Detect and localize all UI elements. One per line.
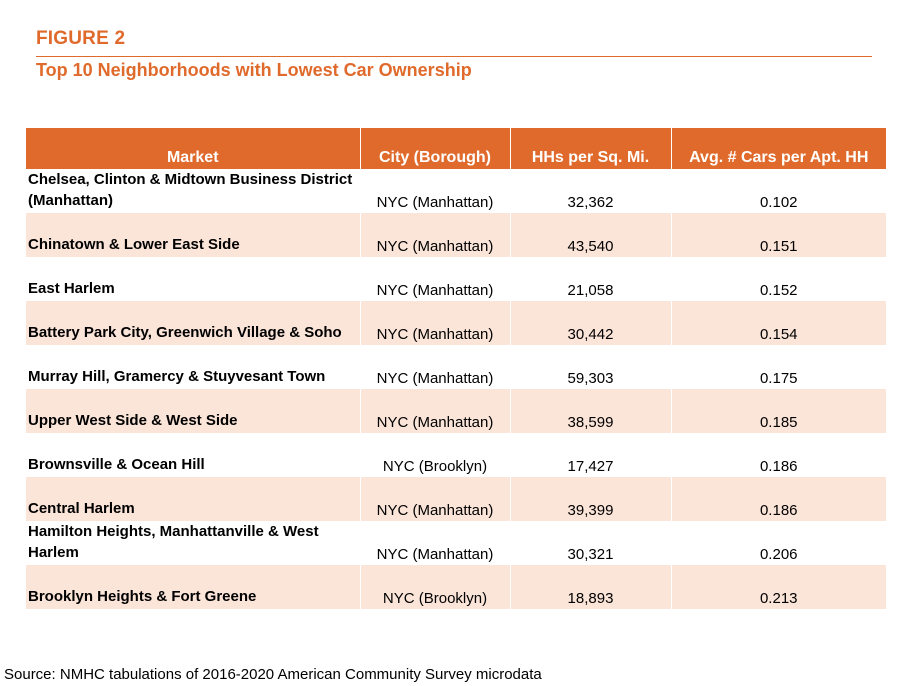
- cell-market: Central Harlem: [26, 477, 360, 521]
- cell-cars: 0.102: [671, 169, 886, 213]
- figure-label: FIGURE 2: [36, 28, 126, 49]
- cell-cars: 0.154: [671, 301, 886, 345]
- table-row: [26, 213, 886, 257]
- cell-market: Upper West Side & West Side: [26, 389, 360, 433]
- cell-city: NYC (Manhattan): [360, 389, 510, 433]
- cell-market: Murray Hill, Gramercy & Stuyvesant Town: [26, 345, 360, 389]
- cell-market: Hamilton Heights, Manhattanville & West Harlem: [26, 521, 360, 565]
- table-header-row: [26, 128, 886, 169]
- cell-hhs: 21,058: [510, 257, 671, 301]
- cell-hhs: 30,442: [510, 301, 671, 345]
- cell-city: NYC (Brooklyn): [360, 565, 510, 609]
- table-row: [26, 521, 886, 565]
- table-row: [26, 345, 886, 389]
- cell-hhs: 39,399: [510, 477, 671, 521]
- cell-city: NYC (Manhattan): [360, 213, 510, 257]
- header-avg-cars: Avg. # Cars per Apt. HH: [671, 128, 886, 169]
- neighborhood-table: [26, 128, 886, 609]
- cell-cars: 0.206: [671, 521, 886, 565]
- cell-cars: 0.175: [671, 345, 886, 389]
- cell-market: Brooklyn Heights & Fort Greene: [26, 565, 360, 609]
- table-row: [26, 257, 886, 301]
- cell-cars: 0.186: [671, 433, 886, 477]
- cell-city: NYC (Manhattan): [360, 521, 510, 565]
- cell-city: NYC (Manhattan): [360, 169, 510, 213]
- cell-city: NYC (Manhattan): [360, 345, 510, 389]
- cell-market: East Harlem: [26, 257, 360, 301]
- cell-market: Battery Park City, Greenwich Village & Soho: [26, 301, 360, 345]
- header-city: City (Borough): [360, 128, 510, 169]
- cell-hhs: 43,540: [510, 213, 671, 257]
- table-row: [26, 565, 886, 609]
- cell-hhs: 32,362: [510, 169, 671, 213]
- cell-city: NYC (Manhattan): [360, 477, 510, 521]
- cell-cars: 0.213: [671, 565, 886, 609]
- cell-cars: 0.185: [671, 389, 886, 433]
- cell-hhs: 59,303: [510, 345, 671, 389]
- header-market: Market: [26, 128, 360, 169]
- table-row: [26, 477, 886, 521]
- table-row: [26, 301, 886, 345]
- cell-hhs: 30,321: [510, 521, 671, 565]
- cell-cars: 0.186: [671, 477, 886, 521]
- cell-market: Chinatown & Lower East Side: [26, 213, 360, 257]
- cell-hhs: 18,893: [510, 565, 671, 609]
- cell-city: NYC (Brooklyn): [360, 433, 510, 477]
- cell-city: NYC (Manhattan): [360, 257, 510, 301]
- cell-hhs: 17,427: [510, 433, 671, 477]
- header-hhs-per-sq-mi: HHs per Sq. Mi.: [510, 128, 671, 169]
- cell-city: NYC (Manhattan): [360, 301, 510, 345]
- cell-market: Chelsea, Clinton & Midtown Business District (Manhattan): [26, 169, 360, 213]
- cell-cars: 0.152: [671, 257, 886, 301]
- cell-market: Brownsville & Ocean Hill: [26, 433, 360, 477]
- table-row: [26, 433, 886, 477]
- source-note: Source: NMHC tabulations of 2016-2020 American Community Survey microdata: [4, 666, 542, 683]
- table-row: [26, 389, 886, 433]
- figure-title: Top 10 Neighborhoods with Lowest Car Ownership: [36, 60, 472, 80]
- table-row: [26, 169, 886, 213]
- title-divider: [36, 56, 872, 57]
- cell-hhs: 38,599: [510, 389, 671, 433]
- cell-cars: 0.151: [671, 213, 886, 257]
